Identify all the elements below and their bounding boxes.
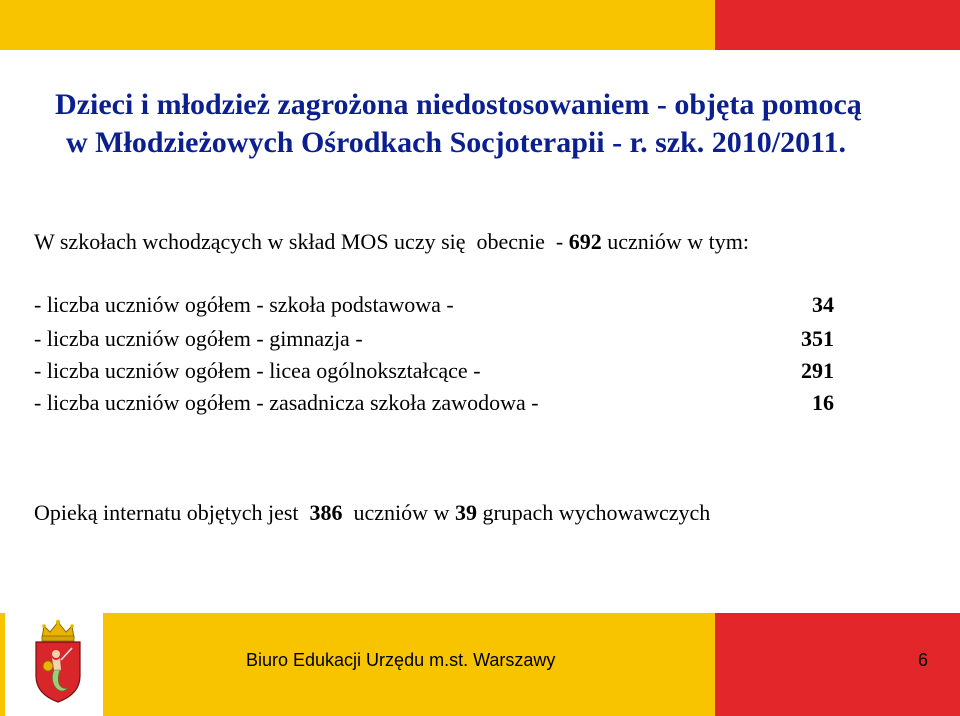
intro-prefix: W szkołach wchodzących w skład MOS uczy się obecnie - <box>34 229 569 254</box>
warsaw-coat-of-arms-icon <box>28 618 88 706</box>
care-middle: uczniów w <box>342 500 455 525</box>
intro-count: 692 <box>568 229 602 254</box>
care-students: 386 <box>309 500 343 525</box>
stat-row-zawodowa <box>34 388 834 418</box>
care-suffix: grupach wychowawczych <box>476 500 711 525</box>
stat-value: 34 <box>812 292 834 317</box>
title-line-1: Dzieci i młodzież zagrożona niedostosowaniem - objęta pomocą <box>55 88 862 121</box>
footer-organization: Biuro Edukacji Urzędu m.st. Warszawy <box>246 650 556 670</box>
care-prefix: Opieką internatu objętych jest <box>34 500 310 525</box>
slide-title <box>55 86 862 162</box>
stat-row-primary <box>34 290 834 320</box>
stat-value: 351 <box>801 326 834 351</box>
care-groups: 39 <box>454 500 477 525</box>
stat-label: - liczba uczniów ogółem - licea ogólnokształcące - <box>34 358 481 383</box>
top-red-bar <box>715 0 960 50</box>
stat-row-gimnazja <box>34 324 834 354</box>
title-line-2: w Młodzieżowych Ośrodkach Socjoterapii - r. szk. 2010/2011. <box>66 126 846 159</box>
intro-line <box>34 227 749 257</box>
stat-label: - liczba uczniów ogółem - gimnazja - <box>34 326 363 351</box>
top-yellow-bar <box>0 0 715 50</box>
stat-label: - liczba uczniów ogółem - szkoła podstawowa - <box>34 292 454 317</box>
page-number: 6 <box>918 650 929 670</box>
intro-suffix: uczniów w tym: <box>601 229 750 254</box>
stat-value: 291 <box>801 358 834 383</box>
stat-row-licea <box>34 356 834 386</box>
stat-value: 16 <box>812 390 834 415</box>
stat-label: - liczba uczniów ogółem - zasadnicza szkoła zawodowa - <box>34 390 539 415</box>
boarding-care-line <box>34 498 710 528</box>
